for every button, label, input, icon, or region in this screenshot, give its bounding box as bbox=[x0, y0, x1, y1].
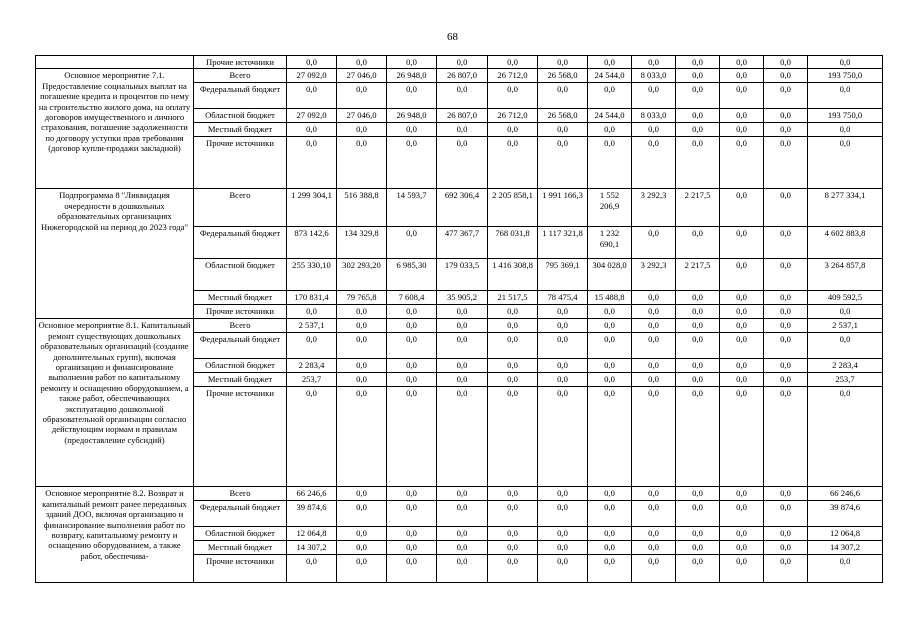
value-cell: 0,0 bbox=[676, 359, 720, 373]
value-cell: 0,0 bbox=[588, 555, 632, 583]
value-cell: 0,0 bbox=[588, 56, 632, 69]
program-name-cell: Основное мероприятие 8.2. Возврат и капитальный ремонт ранее переданных зданий ДОО, включая организацию и финансирование выполнения работ по возврату, капитальному ремонту и оснащению оборудованием, а также работ, обеспечива- bbox=[36, 487, 194, 583]
value-cell: 0,0 bbox=[337, 319, 387, 333]
value-cell: 0,0 bbox=[387, 123, 437, 137]
total-value-cell: 39 874,6 bbox=[808, 501, 883, 527]
value-cell: 0,0 bbox=[588, 83, 632, 109]
funding-source-cell: Местный бюджет bbox=[194, 373, 287, 387]
value-cell: 304 028,0 bbox=[588, 259, 632, 291]
value-cell: 0,0 bbox=[720, 305, 764, 319]
value-cell: 0,0 bbox=[437, 359, 488, 373]
value-cell: 0,0 bbox=[720, 373, 764, 387]
value-cell: 0,0 bbox=[720, 555, 764, 583]
funding-source-cell: Областной бюджет bbox=[194, 109, 287, 123]
value-cell: 0,0 bbox=[764, 69, 808, 83]
program-name-cell: Подпрограмма 8 "Ликвидация очередности в дошкольных образовательных организациях Нижегородской на период до 2023 года" bbox=[36, 189, 194, 319]
value-cell: 0,0 bbox=[588, 123, 632, 137]
value-cell: 0,0 bbox=[337, 541, 387, 555]
value-cell: 0,0 bbox=[632, 387, 676, 487]
value-cell: 0,0 bbox=[538, 387, 588, 487]
value-cell: 0,0 bbox=[764, 56, 808, 69]
value-cell: 0,0 bbox=[632, 227, 676, 259]
funding-source-cell: Прочие источники bbox=[194, 305, 287, 319]
funding-source-cell: Всего bbox=[194, 69, 287, 83]
funding-source-cell: Прочие источники bbox=[194, 387, 287, 487]
value-cell: 0,0 bbox=[632, 359, 676, 373]
value-cell: 0,0 bbox=[632, 373, 676, 387]
funding-source-cell: Местный бюджет bbox=[194, 123, 287, 137]
total-value-cell: 0,0 bbox=[808, 56, 883, 69]
value-cell: 26 568,0 bbox=[538, 109, 588, 123]
value-cell: 0,0 bbox=[764, 83, 808, 109]
value-cell: 26 948,0 bbox=[387, 69, 437, 83]
value-cell: 0,0 bbox=[437, 137, 488, 189]
table-row bbox=[36, 189, 883, 227]
value-cell: 477 367,7 bbox=[437, 227, 488, 259]
value-cell: 0,0 bbox=[437, 487, 488, 501]
value-cell: 0,0 bbox=[588, 333, 632, 359]
total-value-cell: 0,0 bbox=[808, 83, 883, 109]
value-cell: 27 092,0 bbox=[287, 69, 337, 83]
value-cell: 0,0 bbox=[676, 227, 720, 259]
total-value-cell: 14 307,2 bbox=[808, 541, 883, 555]
value-cell: 0,0 bbox=[337, 387, 387, 487]
value-cell: 0,0 bbox=[387, 541, 437, 555]
value-cell: 1 299 304,1 bbox=[287, 189, 337, 227]
value-cell: 0,0 bbox=[676, 83, 720, 109]
value-cell: 170 831,4 bbox=[287, 291, 337, 305]
total-value-cell: 0,0 bbox=[808, 305, 883, 319]
value-cell: 1 117 321,8 bbox=[538, 227, 588, 259]
value-cell: 14 593,7 bbox=[387, 189, 437, 227]
value-cell: 0,0 bbox=[676, 555, 720, 583]
value-cell: 1 416 308,8 bbox=[488, 259, 538, 291]
value-cell: 0,0 bbox=[337, 333, 387, 359]
value-cell: 78 475,4 bbox=[538, 291, 588, 305]
value-cell: 0,0 bbox=[676, 387, 720, 487]
value-cell: 253,7 bbox=[287, 373, 337, 387]
value-cell: 0,0 bbox=[488, 527, 538, 541]
value-cell: 0,0 bbox=[676, 541, 720, 555]
value-cell: 0,0 bbox=[764, 387, 808, 487]
value-cell: 0,0 bbox=[764, 227, 808, 259]
value-cell: 0,0 bbox=[764, 319, 808, 333]
value-cell: 0,0 bbox=[337, 359, 387, 373]
value-cell: 0,0 bbox=[764, 305, 808, 319]
value-cell: 0,0 bbox=[437, 527, 488, 541]
value-cell: 0,0 bbox=[588, 541, 632, 555]
value-cell: 302 293,20 bbox=[337, 259, 387, 291]
funding-source-cell: Всего bbox=[194, 319, 287, 333]
value-cell: 6 985,30 bbox=[387, 259, 437, 291]
value-cell: 0,0 bbox=[676, 319, 720, 333]
value-cell: 0,0 bbox=[437, 319, 488, 333]
value-cell: 26 807,0 bbox=[437, 69, 488, 83]
page-number: 68 bbox=[447, 31, 458, 43]
value-cell: 0,0 bbox=[632, 123, 676, 137]
value-cell: 0,0 bbox=[676, 137, 720, 189]
table-row bbox=[36, 56, 883, 69]
total-value-cell: 66 246,6 bbox=[808, 487, 883, 501]
value-cell: 0,0 bbox=[488, 83, 538, 109]
value-cell: 0,0 bbox=[538, 319, 588, 333]
value-cell: 0,0 bbox=[488, 305, 538, 319]
value-cell: 0,0 bbox=[720, 83, 764, 109]
value-cell: 0,0 bbox=[387, 83, 437, 109]
value-cell: 0,0 bbox=[720, 259, 764, 291]
value-cell: 0,0 bbox=[538, 56, 588, 69]
value-cell: 768 031,8 bbox=[488, 227, 538, 259]
value-cell: 0,0 bbox=[387, 319, 437, 333]
value-cell: 0,0 bbox=[764, 291, 808, 305]
value-cell: 179 033,5 bbox=[437, 259, 488, 291]
value-cell: 26 948,0 bbox=[387, 109, 437, 123]
value-cell: 0,0 bbox=[538, 541, 588, 555]
value-cell: 0,0 bbox=[387, 333, 437, 359]
value-cell: 0,0 bbox=[588, 373, 632, 387]
value-cell: 0,0 bbox=[676, 56, 720, 69]
value-cell: 2 217,5 bbox=[676, 189, 720, 227]
value-cell: 0,0 bbox=[538, 83, 588, 109]
value-cell: 0,0 bbox=[676, 487, 720, 501]
funding-source-cell: Федеральный бюджет bbox=[194, 83, 287, 109]
value-cell: 0,0 bbox=[387, 359, 437, 373]
value-cell: 0,0 bbox=[287, 83, 337, 109]
value-cell: 12 064,8 bbox=[287, 527, 337, 541]
value-cell: 0,0 bbox=[588, 305, 632, 319]
value-cell: 0,0 bbox=[588, 319, 632, 333]
total-value-cell: 0,0 bbox=[808, 555, 883, 583]
value-cell: 0,0 bbox=[588, 487, 632, 501]
value-cell: 0,0 bbox=[488, 541, 538, 555]
funding-source-cell: Прочие источники bbox=[194, 56, 287, 69]
value-cell: 39 874,6 bbox=[287, 501, 337, 527]
value-cell: 0,0 bbox=[387, 137, 437, 189]
value-cell: 26 712,0 bbox=[488, 109, 538, 123]
value-cell: 35 905,2 bbox=[437, 291, 488, 305]
value-cell: 24 544,0 bbox=[588, 69, 632, 83]
value-cell: 0,0 bbox=[764, 259, 808, 291]
value-cell: 0,0 bbox=[538, 123, 588, 137]
value-cell: 1 991 166,3 bbox=[538, 189, 588, 227]
program-name-cell: Основное мероприятие 7.1. Предоставление социальных выплат на погашение кредита и процентов по нему на строительство жилого дома, на оплату договоров имущественного и личного страхования, погашение задолженности по договору уступки прав требования (договор купли-продажи закладной) bbox=[36, 69, 194, 189]
value-cell: 0,0 bbox=[720, 109, 764, 123]
value-cell: 0,0 bbox=[437, 373, 488, 387]
value-cell: 2 537,1 bbox=[287, 319, 337, 333]
value-cell: 66 246,6 bbox=[287, 487, 337, 501]
value-cell: 0,0 bbox=[588, 359, 632, 373]
value-cell: 0,0 bbox=[764, 555, 808, 583]
total-value-cell: 2 283,4 bbox=[808, 359, 883, 373]
value-cell: 21 517,5 bbox=[488, 291, 538, 305]
funding-source-cell: Всего bbox=[194, 487, 287, 501]
value-cell: 0,0 bbox=[720, 123, 764, 137]
value-cell: 0,0 bbox=[720, 137, 764, 189]
value-cell: 0,0 bbox=[387, 555, 437, 583]
value-cell: 0,0 bbox=[337, 373, 387, 387]
value-cell: 873 142,6 bbox=[287, 227, 337, 259]
value-cell: 0,0 bbox=[588, 527, 632, 541]
value-cell: 0,0 bbox=[632, 501, 676, 527]
value-cell: 0,0 bbox=[764, 359, 808, 373]
value-cell: 0,0 bbox=[387, 227, 437, 259]
total-value-cell: 4 602 883,8 bbox=[808, 227, 883, 259]
value-cell: 0,0 bbox=[764, 333, 808, 359]
value-cell: 0,0 bbox=[287, 387, 337, 487]
value-cell: 0,0 bbox=[588, 387, 632, 487]
value-cell: 0,0 bbox=[676, 123, 720, 137]
value-cell: 0,0 bbox=[287, 333, 337, 359]
value-cell: 24 544,0 bbox=[588, 109, 632, 123]
value-cell: 0,0 bbox=[538, 373, 588, 387]
value-cell: 0,0 bbox=[764, 501, 808, 527]
value-cell: 27 092,0 bbox=[287, 109, 337, 123]
value-cell: 0,0 bbox=[488, 56, 538, 69]
funding-source-cell: Всего bbox=[194, 189, 287, 227]
value-cell: 0,0 bbox=[337, 137, 387, 189]
value-cell: 0,0 bbox=[632, 83, 676, 109]
value-cell: 0,0 bbox=[720, 359, 764, 373]
value-cell: 0,0 bbox=[287, 123, 337, 137]
value-cell: 0,0 bbox=[488, 137, 538, 189]
value-cell: 0,0 bbox=[632, 527, 676, 541]
value-cell: 0,0 bbox=[538, 487, 588, 501]
value-cell: 15 488,8 bbox=[588, 291, 632, 305]
value-cell: 0,0 bbox=[588, 501, 632, 527]
total-value-cell: 12 064,8 bbox=[808, 527, 883, 541]
table-row bbox=[36, 69, 883, 83]
value-cell: 0,0 bbox=[337, 487, 387, 501]
table-row bbox=[36, 319, 883, 333]
value-cell: 27 046,0 bbox=[337, 69, 387, 83]
funding-source-cell: Областной бюджет bbox=[194, 259, 287, 291]
value-cell: 0,0 bbox=[764, 541, 808, 555]
table-row bbox=[36, 487, 883, 501]
value-cell: 1 552 206,9 bbox=[588, 189, 632, 227]
value-cell: 0,0 bbox=[287, 555, 337, 583]
funding-source-cell: Местный бюджет bbox=[194, 541, 287, 555]
value-cell: 0,0 bbox=[387, 373, 437, 387]
value-cell: 0,0 bbox=[488, 501, 538, 527]
total-value-cell: 3 264 857,8 bbox=[808, 259, 883, 291]
value-cell: 134 329,8 bbox=[337, 227, 387, 259]
value-cell: 795 369,1 bbox=[538, 259, 588, 291]
value-cell: 0,0 bbox=[720, 387, 764, 487]
funding-source-cell: Областной бюджет bbox=[194, 359, 287, 373]
value-cell: 0,0 bbox=[538, 359, 588, 373]
value-cell: 692 306,4 bbox=[437, 189, 488, 227]
program-name-cell: Основное мероприятие 8.1. Капитальный ремонт существующих дошкольных образовательных организаций (создание дополнительных групп), включая организацию и финансирование выполнения работ по капитальному ремонту и оснащению оборудованием, а также работ, обеспечивающих эксплуатацию дошкольной образовательной организации согласно действующим нормам и правилам (предоставление субсидий) bbox=[36, 319, 194, 487]
value-cell: 0,0 bbox=[764, 109, 808, 123]
total-value-cell: 0,0 bbox=[808, 137, 883, 189]
value-cell: 0,0 bbox=[632, 305, 676, 319]
value-cell: 14 307,2 bbox=[287, 541, 337, 555]
total-value-cell: 193 750,0 bbox=[808, 109, 883, 123]
value-cell: 0,0 bbox=[720, 541, 764, 555]
value-cell: 0,0 bbox=[720, 501, 764, 527]
value-cell: 0,0 bbox=[720, 189, 764, 227]
value-cell: 0,0 bbox=[488, 387, 538, 487]
value-cell: 0,0 bbox=[632, 333, 676, 359]
value-cell: 0,0 bbox=[437, 501, 488, 527]
value-cell: 0,0 bbox=[337, 83, 387, 109]
value-cell: 0,0 bbox=[676, 109, 720, 123]
funding-source-cell: Федеральный бюджет bbox=[194, 333, 287, 359]
value-cell: 0,0 bbox=[488, 319, 538, 333]
funding-source-cell: Прочие источники bbox=[194, 555, 287, 583]
value-cell: 0,0 bbox=[437, 333, 488, 359]
value-cell: 0,0 bbox=[720, 227, 764, 259]
value-cell: 0,0 bbox=[720, 527, 764, 541]
value-cell: 26 807,0 bbox=[437, 109, 488, 123]
value-cell: 0,0 bbox=[764, 137, 808, 189]
value-cell: 0,0 bbox=[676, 501, 720, 527]
value-cell: 0,0 bbox=[337, 56, 387, 69]
value-cell: 0,0 bbox=[488, 359, 538, 373]
total-value-cell: 8 277 334,1 bbox=[808, 189, 883, 227]
value-cell: 0,0 bbox=[437, 541, 488, 555]
value-cell: 0,0 bbox=[488, 487, 538, 501]
value-cell: 0,0 bbox=[764, 123, 808, 137]
value-cell: 0,0 bbox=[676, 305, 720, 319]
value-cell: 0,0 bbox=[720, 56, 764, 69]
value-cell: 0,0 bbox=[337, 555, 387, 583]
value-cell: 0,0 bbox=[437, 387, 488, 487]
program-name-cell bbox=[36, 56, 194, 69]
value-cell: 0,0 bbox=[437, 123, 488, 137]
value-cell: 0,0 bbox=[676, 291, 720, 305]
value-cell: 0,0 bbox=[337, 305, 387, 319]
value-cell: 0,0 bbox=[676, 333, 720, 359]
value-cell: 3 292,3 bbox=[632, 259, 676, 291]
value-cell: 0,0 bbox=[287, 137, 337, 189]
value-cell: 0,0 bbox=[437, 555, 488, 583]
value-cell: 0,0 bbox=[437, 83, 488, 109]
value-cell: 0,0 bbox=[387, 527, 437, 541]
value-cell: 0,0 bbox=[488, 123, 538, 137]
value-cell: 0,0 bbox=[387, 501, 437, 527]
value-cell: 79 765,8 bbox=[337, 291, 387, 305]
value-cell: 0,0 bbox=[337, 527, 387, 541]
value-cell: 0,0 bbox=[437, 305, 488, 319]
funding-source-cell: Областной бюджет bbox=[194, 527, 287, 541]
value-cell: 26 712,0 bbox=[488, 69, 538, 83]
total-value-cell: 2 537,1 bbox=[808, 319, 883, 333]
value-cell: 1 232 690,1 bbox=[588, 227, 632, 259]
value-cell: 516 388,8 bbox=[337, 189, 387, 227]
value-cell: 0,0 bbox=[632, 56, 676, 69]
value-cell: 0,0 bbox=[488, 555, 538, 583]
value-cell: 0,0 bbox=[538, 333, 588, 359]
value-cell: 0,0 bbox=[287, 305, 337, 319]
value-cell: 0,0 bbox=[720, 487, 764, 501]
value-cell: 0,0 bbox=[720, 69, 764, 83]
funding-source-cell: Федеральный бюджет bbox=[194, 227, 287, 259]
value-cell: 0,0 bbox=[387, 387, 437, 487]
value-cell: 0,0 bbox=[538, 137, 588, 189]
value-cell: 8 033,0 bbox=[632, 69, 676, 83]
total-value-cell: 0,0 bbox=[808, 333, 883, 359]
value-cell: 0,0 bbox=[387, 305, 437, 319]
value-cell: 0,0 bbox=[764, 487, 808, 501]
value-cell: 0,0 bbox=[632, 555, 676, 583]
value-cell: 0,0 bbox=[676, 69, 720, 83]
value-cell: 2 205 858,1 bbox=[488, 189, 538, 227]
value-cell: 0,0 bbox=[632, 319, 676, 333]
funding-source-cell: Федеральный бюджет bbox=[194, 501, 287, 527]
value-cell: 0,0 bbox=[676, 373, 720, 387]
value-cell: 0,0 bbox=[720, 291, 764, 305]
value-cell: 0,0 bbox=[387, 487, 437, 501]
value-cell: 0,0 bbox=[764, 189, 808, 227]
value-cell: 0,0 bbox=[764, 373, 808, 387]
value-cell: 0,0 bbox=[337, 501, 387, 527]
value-cell: 0,0 bbox=[632, 137, 676, 189]
value-cell: 2 217,5 bbox=[676, 259, 720, 291]
value-cell: 0,0 bbox=[632, 291, 676, 305]
value-cell: 3 292,3 bbox=[632, 189, 676, 227]
value-cell: 0,0 bbox=[437, 56, 488, 69]
value-cell: 8 033,0 bbox=[632, 109, 676, 123]
value-cell: 0,0 bbox=[764, 527, 808, 541]
value-cell: 0,0 bbox=[720, 319, 764, 333]
total-value-cell: 193 750,0 bbox=[808, 69, 883, 83]
value-cell: 0,0 bbox=[538, 305, 588, 319]
value-cell: 0,0 bbox=[632, 541, 676, 555]
value-cell: 0,0 bbox=[720, 333, 764, 359]
value-cell: 0,0 bbox=[632, 487, 676, 501]
total-value-cell: 253,7 bbox=[808, 373, 883, 387]
value-cell: 0,0 bbox=[488, 373, 538, 387]
total-value-cell: 0,0 bbox=[808, 123, 883, 137]
value-cell: 7 608,4 bbox=[387, 291, 437, 305]
value-cell: 2 283,4 bbox=[287, 359, 337, 373]
budget-table bbox=[35, 55, 883, 583]
value-cell: 0,0 bbox=[676, 527, 720, 541]
value-cell: 255 330,10 bbox=[287, 259, 337, 291]
value-cell: 0,0 bbox=[337, 123, 387, 137]
value-cell: 27 046,0 bbox=[337, 109, 387, 123]
value-cell: 0,0 bbox=[588, 137, 632, 189]
value-cell: 0,0 bbox=[488, 333, 538, 359]
value-cell: 0,0 bbox=[287, 56, 337, 69]
value-cell: 0,0 bbox=[538, 501, 588, 527]
value-cell: 0,0 bbox=[387, 56, 437, 69]
funding-source-cell: Местный бюджет bbox=[194, 291, 287, 305]
funding-source-cell: Прочие источники bbox=[194, 137, 287, 189]
value-cell: 0,0 bbox=[538, 527, 588, 541]
total-value-cell: 0,0 bbox=[808, 387, 883, 487]
total-value-cell: 409 592,5 bbox=[808, 291, 883, 305]
value-cell: 26 568,0 bbox=[538, 69, 588, 83]
value-cell: 0,0 bbox=[538, 555, 588, 583]
